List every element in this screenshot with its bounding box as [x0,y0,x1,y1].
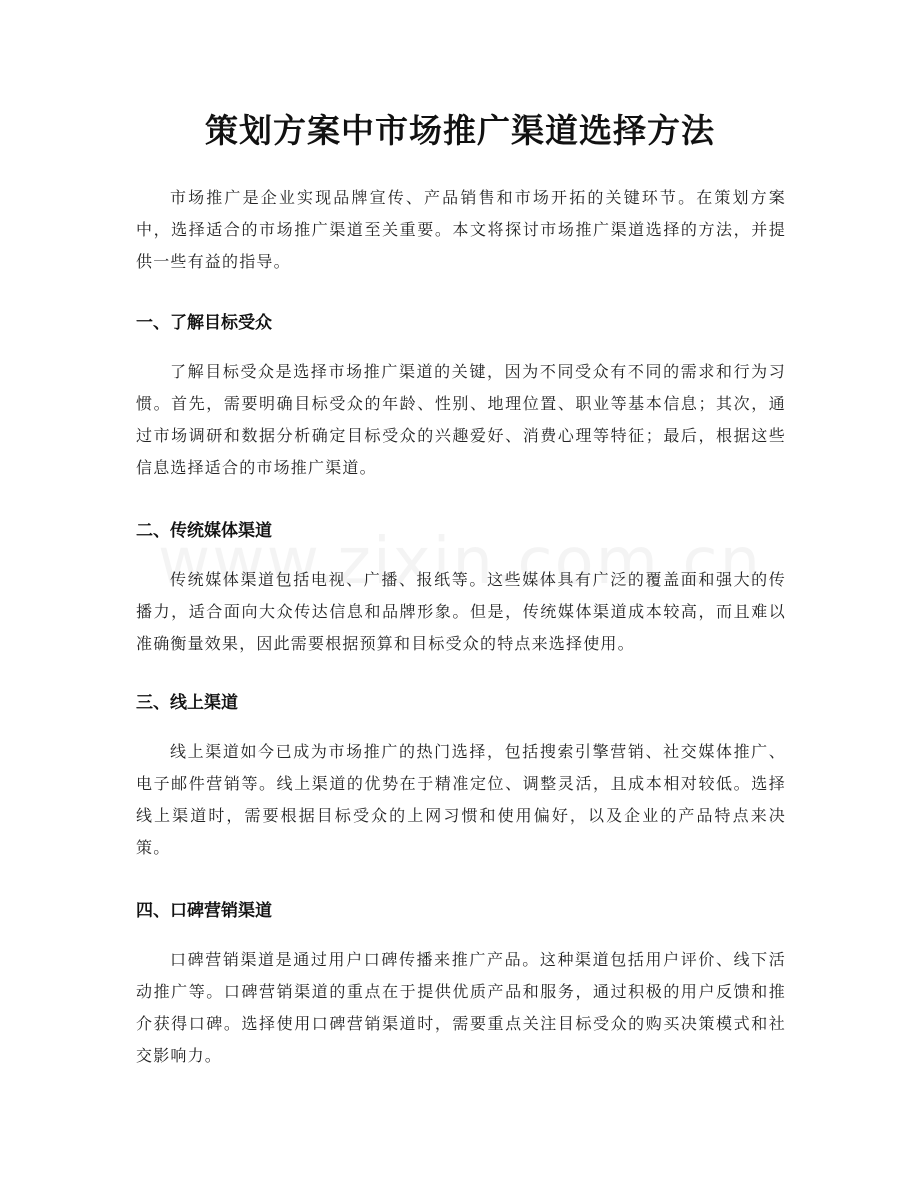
page-title: 策划方案中市场推广渠道选择方法 [205,111,715,150]
section-body-word-of-mouth: 口碑营销渠道是通过用户口碑传播来推广产品。这种渠道包括用户评价、线下活动推广等。口碑营销渠道的重点在于提供优质产品和服务，通过积极的用户反馈和推介获得口碑。选择使用口碑营销渠道时，需要重点关注目标受众的购买决策模式和社交影响力。 [136,950,786,1065]
section-heading-audience: 一、了解目标受众 [136,313,272,333]
section-heading-word-of-mouth: 四、口碑营销渠道 [136,901,272,921]
section-heading-traditional-media: 二、传统媒体渠道 [136,521,272,541]
section-heading-online: 三、线上渠道 [136,693,238,713]
intro-paragraph: 市场推广是企业实现品牌宣传、产品销售和市场开拓的关键环节。在策划方案中，选择适合的市场推广渠道至关重要。本文将探讨市场推广渠道选择的方法，并提供一些有益的指导。 [136,188,786,271]
section-body-online: 线上渠道如今已成为市场推广的热门选择，包括搜索引擎营销、社交媒体推广、电子邮件营销等。线上渠道的优势在于精准定位、调整灵活，且成本相对较低。选择线上渠道时，需要根据目标受众的上网习惯和使用偏好，以及企业的产品特点来决策。 [136,742,786,857]
section-body-audience: 了解目标受众是选择市场推广渠道的关键，因为不同受众有不同的需求和行为习惯。首先，需要明确目标受众的年龄、性别、地理位置、职业等基本信息；其次，通过市场调研和数据分析确定目标受众的兴趣爱好、消费心理等特征；最后，根据这些信息选择适合的市场推广渠道。 [136,362,786,477]
section-body-traditional-media: 传统媒体渠道包括电视、广播、报纸等。这些媒体具有广泛的覆盖面和强大的传播力，适合面向大众传达信息和品牌形象。但是，传统媒体渠道成本较高，而且难以准确衡量效果，因此需要根据预算和目标受众的特点来选择使用。 [136,570,786,653]
